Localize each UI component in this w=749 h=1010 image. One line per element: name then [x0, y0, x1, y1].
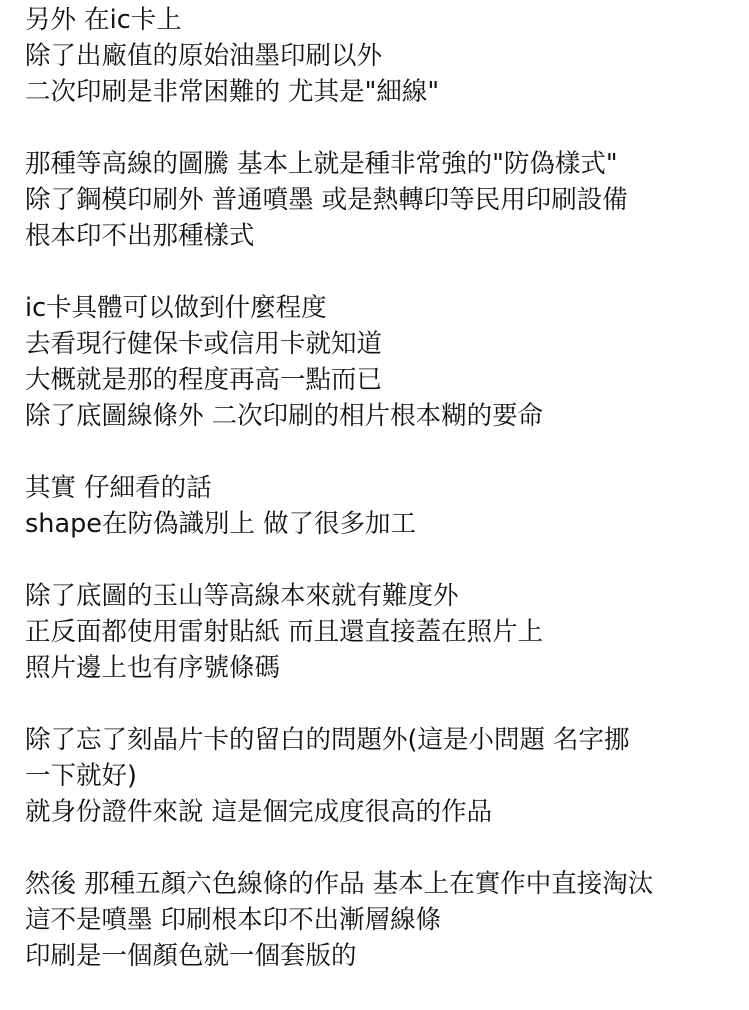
text-line: 除了出廠值的原始油墨印刷以外	[25, 41, 383, 71]
text-line: 除了底圖的玉山等高線本來就有難度外	[25, 581, 459, 611]
paragraph	[25, 722, 740, 830]
text-line: 二次印刷是非常困難的 尤其是"細線"	[25, 77, 440, 107]
text-line: 這不是噴墨 印刷根本印不出漸層線條	[25, 905, 442, 935]
paragraph	[25, 470, 740, 542]
text-line: ic卡具體可以做到什麼程度	[25, 293, 327, 323]
text-line: 另外 在ic卡上	[25, 5, 182, 35]
text-line: 去看現行健保卡或信用卡就知道	[25, 329, 383, 359]
text-line: 照片邊上也有序號條碼	[25, 653, 281, 683]
note-body	[25, 2, 740, 1010]
paragraph	[25, 2, 740, 110]
text-line: 然後 那種五顏六色線條的作品 基本上在實作中直接淘汰	[25, 869, 654, 899]
paragraph	[25, 290, 740, 434]
paragraph	[25, 578, 740, 686]
text-line: 那種等高線的圖騰 基本上就是種非常強的"防偽樣式"	[25, 149, 618, 179]
text-line: 一下就好)	[25, 761, 137, 791]
text-line: 除了底圖線條外 二次印刷的相片根本糊的要命	[25, 401, 544, 431]
text-line: 印刷是一個顏色就一個套版的	[25, 941, 357, 971]
text-line: 大概就是那的程度再高一點而已	[25, 365, 383, 395]
text-line: 根本印不出那種樣式	[25, 221, 255, 251]
text-line: 其實 仔細看的話	[25, 473, 212, 503]
text-line: 除了鋼模印刷外 普通噴墨 或是熱轉印等民用印刷設備	[25, 185, 628, 215]
text-line: shape在防偽識別上 做了很多加工	[25, 509, 417, 539]
text-line: 除了忘了刻晶片卡的留白的問題外(這是小問題 名字挪	[25, 725, 630, 755]
text-line: 正反面都使用雷射貼紙 而且還直接蓋在照片上	[25, 617, 544, 647]
paragraph	[25, 866, 740, 974]
text-line: 就身份證件來說 這是個完成度很高的作品	[25, 797, 493, 827]
paragraph	[25, 146, 740, 254]
